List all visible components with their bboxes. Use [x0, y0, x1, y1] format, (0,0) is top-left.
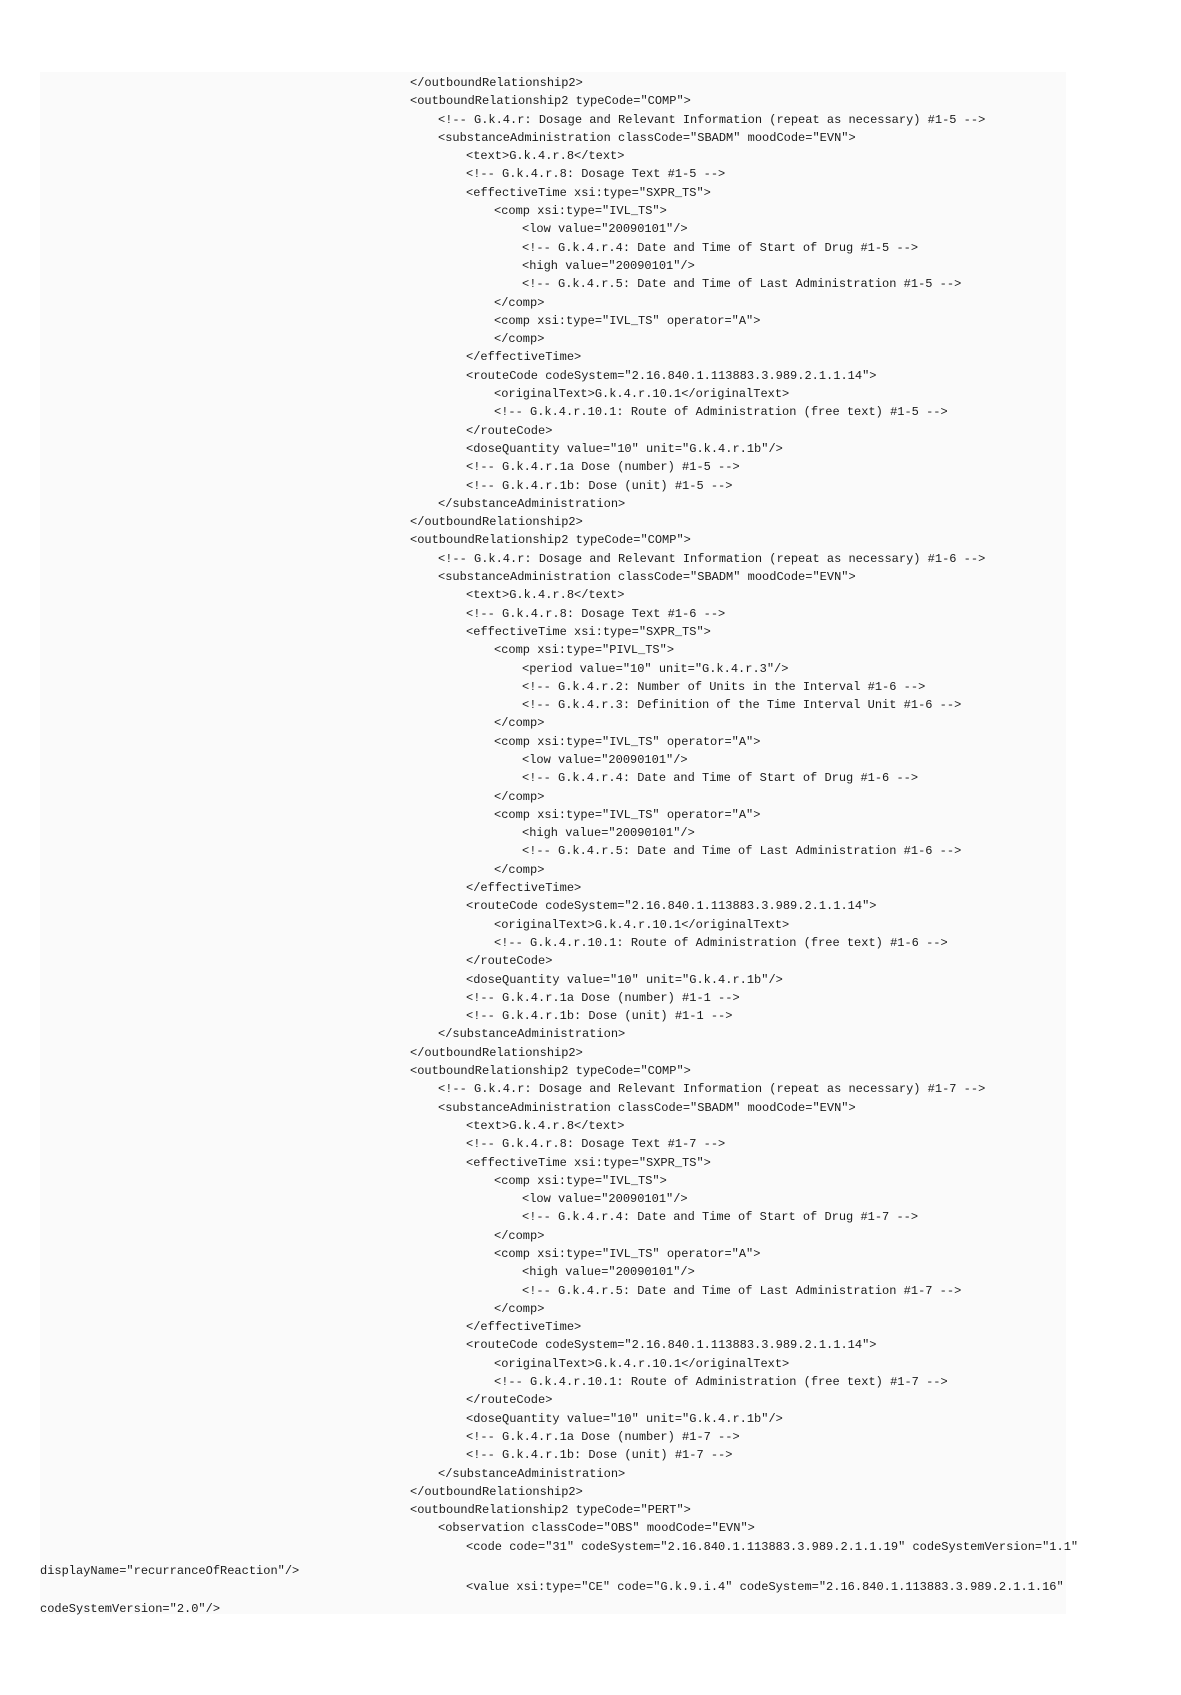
code-line: <!-- G.k.4.r.4: Date and Time of Start of Drug #1-7 -->: [522, 1210, 919, 1225]
code-line: <text>G.k.4.r.8</text>: [466, 149, 625, 164]
code-line: <observation classCode="OBS" moodCode="EVN">: [438, 1521, 755, 1536]
code-line: <!-- G.k.4.r.2: Number of Units in the Interval #1-6 -->: [522, 679, 926, 694]
code-line: <effectiveTime xsi:type="SXPR_TS">: [466, 185, 711, 200]
code-line: <!-- G.k.4.r.4: Date and Time of Start of Drug #1-6 -->: [522, 771, 919, 786]
code-line: <comp xsi:type="IVL_TS">: [494, 1173, 667, 1188]
code-line: <!-- G.k.4.r.3: Definition of the Time Interval Unit #1-6 -->: [522, 698, 962, 713]
code-line: <!-- G.k.4.r: Dosage and Relevant Information (repeat as necessary) #1-6 -->: [438, 551, 986, 566]
code-line: <high value="20090101"/>: [522, 258, 695, 273]
code-line: </comp>: [494, 862, 545, 877]
code-line: </effectiveTime>: [466, 1320, 582, 1335]
code-line: </comp>: [494, 332, 545, 347]
code-line: <period value="10" unit="G.k.4.r.3"/>: [522, 661, 789, 676]
code-line: <outboundRelationship2 typeCode="COMP">: [410, 533, 691, 548]
code-line: <!-- G.k.4.r.1a Dose (number) #1-5 -->: [466, 460, 740, 475]
code-line: <!-- G.k.4.r.1b: Dose (unit) #1-1 -->: [466, 1009, 733, 1024]
code-line: <high value="20090101"/>: [522, 1265, 695, 1280]
code-line: <comp xsi:type="IVL_TS" operator="A">: [494, 807, 761, 822]
code-line: <routeCode codeSystem="2.16.840.1.113883.3.989.2.1.1.14">: [466, 368, 877, 383]
code-line: </comp>: [494, 1228, 545, 1243]
code-line: <code code="31" codeSystem="2.16.840.1.113883.3.989.2.1.1.19" codeSystemVersion="1.1": [466, 1539, 1079, 1554]
code-line-wrap: displayName="recurranceOfReaction"/>: [40, 1564, 300, 1578]
code-line: <!-- G.k.4.r.1b: Dose (unit) #1-5 -->: [466, 478, 733, 493]
code-line: <substanceAdministration classCode="SBADM" moodCode="EVN">: [438, 1100, 856, 1115]
code-line: </effectiveTime>: [466, 881, 582, 896]
code-line: <low value="20090101"/>: [522, 1192, 688, 1207]
code-line: <text>G.k.4.r.8</text>: [466, 588, 625, 603]
code-line: <doseQuantity value="10" unit="G.k.4.r.1b"/>: [466, 972, 783, 987]
code-line: <!-- G.k.4.r.5: Date and Time of Last Administration #1-7 -->: [522, 1283, 962, 1298]
code-line: <!-- G.k.4.r.8: Dosage Text #1-6 -->: [466, 606, 726, 621]
code-line: </routeCode>: [466, 1393, 553, 1408]
code-line: <routeCode codeSystem="2.16.840.1.113883.3.989.2.1.1.14">: [466, 1338, 877, 1353]
code-line: <!-- G.k.4.r.10.1: Route of Administration (free text) #1-7 -->: [494, 1375, 948, 1390]
code-line: </outboundRelationship2>: [410, 76, 583, 90]
code-line: <originalText>G.k.4.r.10.1</originalText>: [494, 1356, 790, 1371]
code-line: <text>G.k.4.r.8</text>: [466, 1118, 625, 1133]
code-line: <low value="20090101"/>: [522, 222, 688, 237]
code-line: </substanceAdministration>: [438, 496, 626, 511]
code-line: </substanceAdministration>: [438, 1466, 626, 1481]
code-line-value-wrap: codeSystemVersion="2.0"/>: [40, 1602, 221, 1616]
code-line: </effectiveTime>: [466, 350, 582, 365]
code-line: <!-- G.k.4.r: Dosage and Relevant Information (repeat as necessary) #1-5 -->: [438, 112, 986, 127]
code-line: <!-- G.k.4.r.10.1: Route of Administration (free text) #1-5 -->: [494, 405, 948, 420]
code-line: <comp xsi:type="PIVL_TS">: [494, 643, 675, 658]
code-line: <high value="20090101"/>: [522, 826, 695, 841]
code-line: <substanceAdministration classCode="SBADM" moodCode="EVN">: [438, 570, 856, 585]
code-line: <doseQuantity value="10" unit="G.k.4.r.1b"/>: [466, 1411, 783, 1426]
code-line: <!-- G.k.4.r.1a Dose (number) #1-7 -->: [466, 1429, 740, 1444]
code-line: </comp>: [494, 716, 545, 731]
code-line: </routeCode>: [466, 954, 553, 969]
code-line: <comp xsi:type="IVL_TS" operator="A">: [494, 734, 761, 749]
code-line: <outboundRelationship2 typeCode="PERT">: [410, 1503, 691, 1518]
code-line: <!-- G.k.4.r.5: Date and Time of Last Administration #1-6 -->: [522, 844, 962, 859]
code-line: </substanceAdministration>: [438, 1027, 626, 1042]
code-line: <comp xsi:type="IVL_TS" operator="A">: [494, 313, 761, 328]
code-line: <comp xsi:type="IVL_TS">: [494, 204, 667, 219]
code-line: <effectiveTime xsi:type="SXPR_TS">: [466, 1155, 711, 1170]
code-line: <!-- G.k.4.r: Dosage and Relevant Information (repeat as necessary) #1-7 -->: [438, 1082, 986, 1097]
code-line: <comp xsi:type="IVL_TS" operator="A">: [494, 1247, 761, 1261]
code-line: </outboundRelationship2>: [410, 1484, 583, 1499]
code-line: <routeCode codeSystem="2.16.840.1.113883.3.989.2.1.1.14">: [466, 899, 877, 914]
code-line: <!-- G.k.4.r.1a Dose (number) #1-1 -->: [466, 990, 740, 1005]
code-line: <!-- G.k.4.r.10.1: Route of Administration (free text) #1-6 -->: [494, 935, 948, 950]
code-line: </comp>: [494, 295, 545, 310]
xml-code-block: [410, 74, 1078, 1556]
code-line: <doseQuantity value="10" unit="G.k.4.r.1b"/>: [466, 441, 783, 456]
code-line: <!-- G.k.4.r.1b: Dose (unit) #1-7 -->: [466, 1448, 733, 1463]
code-line: <effectiveTime xsi:type="SXPR_TS">: [466, 624, 711, 639]
code-line: </routeCode>: [466, 423, 553, 438]
code-line: <!-- G.k.4.r.8: Dosage Text #1-7 -->: [466, 1137, 726, 1152]
code-line-value: <value xsi:type="CE" code="G.k.9.i.4" codeSystem="2.16.840.1.113883.3.989.2.1.1.16": [466, 1580, 1064, 1594]
code-line: <substanceAdministration classCode="SBADM" moodCode="EVN">: [438, 130, 856, 145]
code-line: <outboundRelationship2 typeCode="COMP">: [410, 1064, 691, 1079]
code-line: </comp>: [494, 1301, 545, 1316]
code-line: <low value="20090101"/>: [522, 752, 688, 767]
code-line: </outboundRelationship2>: [410, 1045, 583, 1060]
code-line: <originalText>G.k.4.r.10.1</originalText>: [494, 387, 790, 402]
code-line: <originalText>G.k.4.r.10.1</originalText>: [494, 917, 790, 932]
code-line: <!-- G.k.4.r.5: Date and Time of Last Administration #1-5 -->: [522, 277, 962, 292]
code-line: </comp>: [494, 789, 545, 804]
code-line: <!-- G.k.4.r.4: Date and Time of Start of Drug #1-5 -->: [522, 240, 919, 255]
code-line: <outboundRelationship2 typeCode="COMP">: [410, 94, 691, 109]
code-line: <!-- G.k.4.r.8: Dosage Text #1-5 -->: [466, 167, 726, 182]
code-line: </outboundRelationship2>: [410, 515, 583, 530]
